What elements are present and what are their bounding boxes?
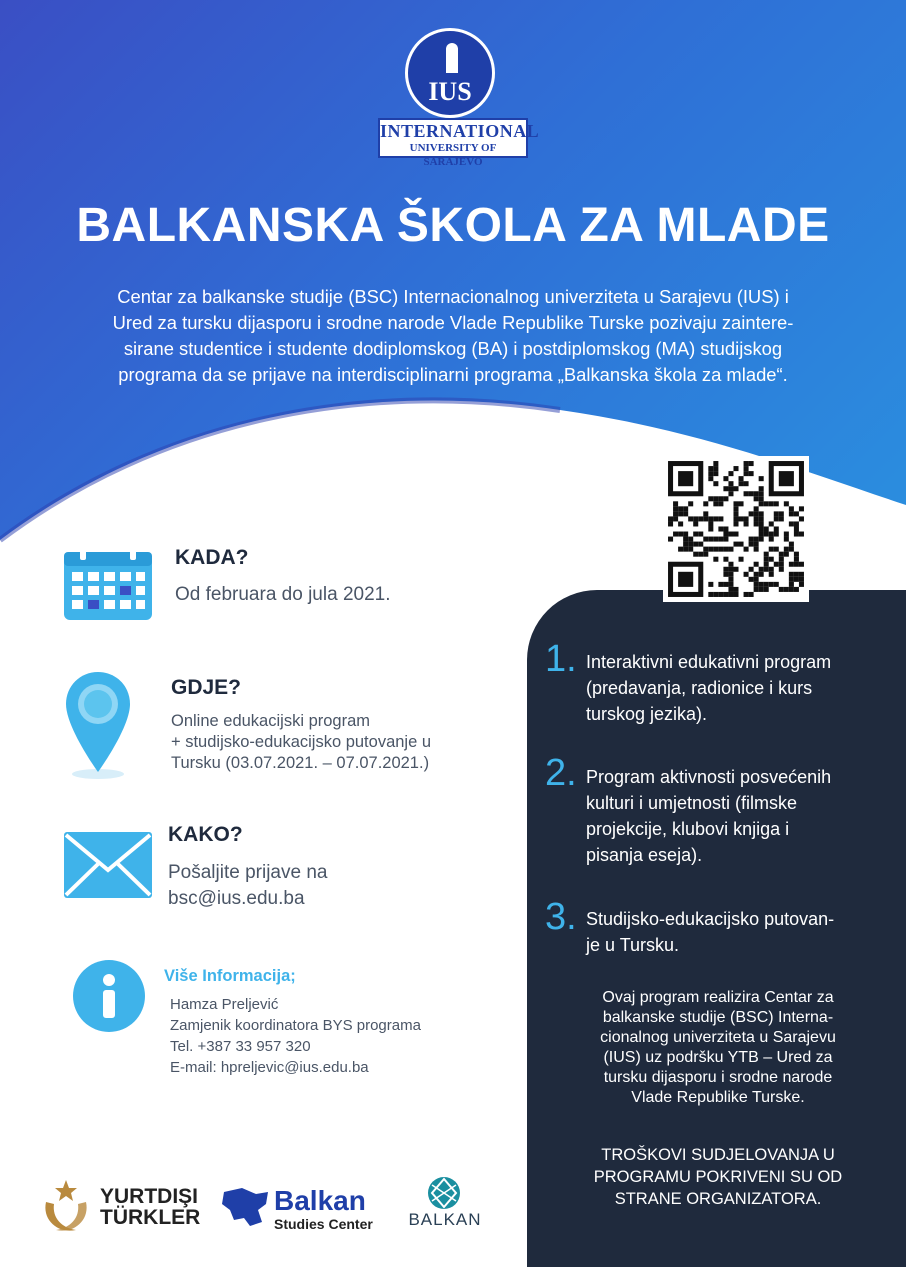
info-heading: Više Informacija;: [164, 967, 296, 985]
program-item-1: Interaktivni edukativni program (predavanja, radionice i kurs turskog jezika).: [586, 652, 832, 724]
program-item-3: Studijsko-edukacijsko putovan- je u Tursku.: [586, 909, 835, 955]
gdje-heading: GDJE?: [171, 676, 242, 699]
location-pin-icon: [66, 672, 130, 780]
intro-text: Centar za balkanske studije (BSC) Internacionalnog univerziteta u Sarajevu (IUS) i Ured za tursku dijasporu i srodne narode Vlade Republike Turske pozivaju zaintere- sirane studentice i studente dodiplomskog (BA) i postdiplomskog (MA) studijskog programa da se prijave na interdisciplinarni programa „Balkanska škola za mlade“.: [112, 286, 794, 385]
kada-heading: KADA?: [175, 546, 249, 569]
info-icon: [73, 960, 145, 1032]
program-note: Ovaj program realizira Centar za balkanske studije (BSC) Interna- cionalnog univerziteta u Sarajevu (IUS) uz podršku YTB – Ured za tursku dijasporu i srodne narode Vlade Republike Turske.: [600, 989, 836, 1106]
kako-heading: KAKO?: [168, 823, 243, 846]
ius-seal: IUS: [405, 28, 495, 118]
balkan-youth-school-logo: BALKAN: [400, 1176, 490, 1236]
item-number-1: 1.: [545, 638, 577, 680]
info-contact: Hamza Preljević Zamjenik koordinatora BYS programa Tel. +387 33 957 320 E-mail: hpreljevic@ius.edu.ba: [170, 996, 421, 1076]
item-number-3: 3.: [545, 896, 577, 938]
info-email[interactable]: E-mail: hpreljevic@ius.edu.ba: [170, 1059, 369, 1076]
balkan-map-icon: [222, 1188, 270, 1228]
kada-text: Od februara do jula 2021.: [175, 584, 391, 605]
pattern-emblem-icon: [426, 1176, 462, 1210]
crescent-star-icon: [40, 1176, 92, 1236]
kako-email[interactable]: bsc@ius.edu.ba: [168, 888, 305, 909]
cost-note: TROŠKOVI SUDJELOVANJA U PROGRAMU POKRIVENI SU OD STRANE ORGANIZATORA.: [593, 1146, 843, 1208]
program-item-2: Program aktivnosti posvećenih kulturi i umjetnosti (filmske projekcije, klubovi knjiga i pisanja eseja).: [586, 767, 832, 865]
item-number-2: 2.: [545, 752, 577, 794]
calendar-icon: [64, 546, 152, 620]
balkan-studies-center-logo: Balkan Studies Center: [222, 1186, 382, 1236]
qr-code[interactable]: [663, 456, 809, 602]
ius-logo: [375, 28, 540, 168]
ytb-logo: YURTDIŞI TÜRKLER: [40, 1176, 202, 1236]
envelope-icon: [64, 832, 152, 898]
kako-text: Pošaljite prijave na bsc@ius.edu.ba: [168, 860, 327, 912]
ius-name-plate: INTERNATIONAL UNIVERSITY OF SARAJEVO: [378, 118, 528, 158]
gdje-text: Online edukacijski program + studijsko-edukacijsko putovanje u Tursku (03.07.2021. – 07.07.2021.): [171, 712, 432, 772]
page-title: BALKANSKA ŠKOLA ZA MLADE: [76, 199, 830, 252]
